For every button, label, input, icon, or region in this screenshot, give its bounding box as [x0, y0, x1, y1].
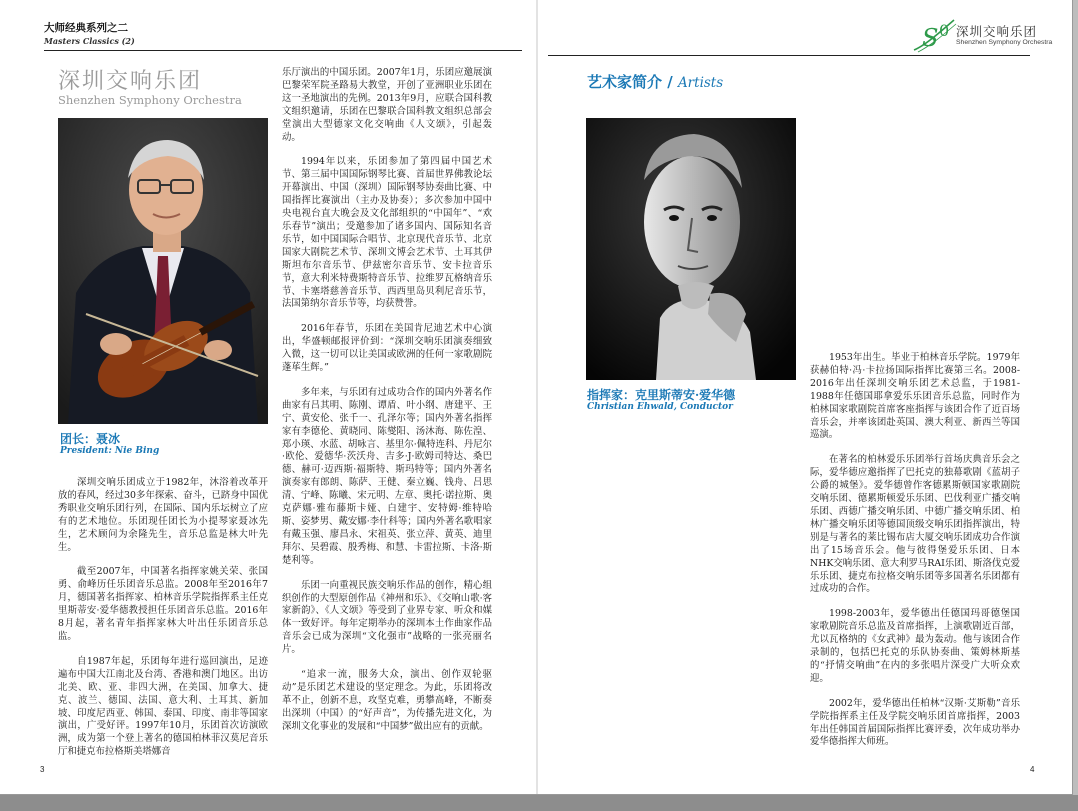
orchestra-title: 深圳交响乐团 [58, 69, 203, 94]
paragraph: 多年来，与乐团有过成功合作的国内外著名作曲家有吕其明、陈刚、谭盾、叶小纲、唐建平、王宁、黄安伦、张千一、孔泽尔等；国内外著名指挥家有李德伦、黄晓同、陈燮阳、汤沐海、陈佐湟、郑小瑛、水蓝、胡咏言、基里尔·佩特连科、丹尼尔·欧伦、爱德华·茨沃舟、吉多·J·欧姆司特达、桑巴德、赫可·迈西斯·福斯特、斯玛特等；国内外著名演奏家有郎朗、陈萨、王健、秦立巍、钱舟、吕思清、宁峰、陈曦、宋元明、左章、奥托·诺拉斯、奥克萨娜·雅布藤斯卡娅、白建宇、安特姆·维特哈斯、姿梦男、戴安娜·李什科等；国内外著名歌唱家有戴玉强、廖昌永、宋祖英、张立萍、黄英、迪里拜尔、吴碧霞、殷秀梅、和慧、卡雷拉斯、卡洛·斯楚利等。 [282, 386, 492, 566]
right-header-rule [548, 55, 1030, 56]
right-column [810, 352, 1020, 749]
svg-text:0: 0 [939, 21, 950, 40]
paragraph: 在著名的柏林爱乐乐团举行首场庆典音乐会之际，爱华德应邀指挥了巴托克的独幕歌剧《蓝胡子公爵的城堡》。爱华德曾作客德累斯顿国家歌剧院交响乐团、德累斯顿爱乐乐团、巴伐利亚广播交响乐团、西德广播交响乐团、中德广播交响乐团、柏林广播交响乐团等德国顶级交响乐团指挥演出，特别是与著名的莱比锡布店大厦交响乐团成功合作演出了15场音乐会。他与彼得堡爱乐乐团、日本NHK交响乐团、意大利罗马RAI乐团、斯洛伐克爱乐乐团、捷克布拉格交响乐团等多国著名乐团都有过成功的合作。 [810, 454, 1020, 595]
logo-text-cn: 深圳交响乐团 [956, 24, 1038, 39]
viewer-bottom-bar [0, 795, 1078, 811]
paragraph: 自1987年起，乐团每年进行巡回演出，足迹遍布中国大江南北及台湾、香港和澳门地区。出访北美、欧、亚、非四大洲，在美国、加拿大、捷克、波兰、德国、法国、意大利、土耳其、新加坡、印度尼西亚、韩国、泰国、印度、南非等国家演出，广受好评。1997年10月，乐团首次访演欧洲，成为第一个登上著名的德国柏林菲汉莫尼音乐厅和捷克布拉格斯美塔娜音 [58, 655, 268, 758]
paragraph: 1998-2003年，爱华德出任德国玛哥德堡国家歌剧院音乐总监及首席指挥，上演歌剧近百部，尤以瓦格纳的《女武神》最为轰动。他与该团合作录制的，包括巴托克的乐队协奏曲、策姆林斯基的“抒情交响曲”在内的多张唱片深受广大听众欢迎。 [810, 608, 1020, 684]
left-column-2 [282, 67, 492, 734]
section-title-en: Artists [677, 75, 724, 91]
paragraph: 2002年，爱华德出任柏林“汉斯·艾斯勒”音乐学院指挥系主任及学院交响乐团首席指挥，2003年出任韩国首届国际指挥比赛评委，次年成功举办爱华德指挥大师班。 [810, 697, 1020, 748]
page-gutter [536, 0, 538, 794]
left-header-rule [44, 50, 522, 51]
conductor-photo [586, 118, 796, 380]
paragraph: 乐团一向重视民族交响乐作品的创作，精心组织创作的大型原创作品《神州和乐》、《交响山歌·客家新韵》、《人文颂》等受到了业界专家、听众和媒体一致好评。每年定期举办的深圳本土作曲家作品音乐会已成为深圳“文化强市”战略的一张亮丽名片。 [282, 579, 492, 656]
page-number-right: 4 [1030, 765, 1035, 774]
paragraph: 1994年以来，乐团参加了第四届中国艺术节、第三届中国国际钢琴比赛、首届世界佛教论坛开幕演出、中国（深圳）国际钢琴协奏曲比赛、中国指挥比赛演出（主办及协奏）；多次参加中国中央电视台直大晚会及文化部组织的“中国年”、“欢乐春节”演出；受邀参加了诸多国内、国际知名音乐节，如中国国际合唱节、北京现代音乐节、北京国家大剧院艺术节、深圳文博会艺术节、土耳其伊斯坦布尔音乐节、伊兹密尔音乐节、安卡拉音乐节，意大利米特费斯特音乐节、拉维罗瓦格纳音乐节、卡塞塔慈善音乐节、西西里岛贝利尼音乐节，法国第纳尔音乐节等，均获赞誉。 [282, 156, 492, 310]
page-number-left: 3 [40, 765, 45, 774]
orchestra-subtitle: Shenzhen Symphony Orchestra [58, 93, 242, 107]
section-title-cn: 艺术家简介 / [587, 73, 678, 91]
president-caption-en: President: Nie Bing [60, 446, 160, 456]
svg-text:S: S [922, 24, 939, 52]
conductor-caption-en: Christian Ehwald, Conductor [587, 402, 733, 412]
paragraph: 深圳交响乐团成立于1982年，沐浴着改革开放的春风，经过30多年探索、奋斗，已跻身中国优秀职业交响乐团行列，在国际、国内乐坛树立了应有的艺术地位。乐团现任团长为小提琴家聂冰先生，艺术顾问为余隆先生，音乐总监是林大叶先生。 [58, 477, 268, 553]
left-column-1 [58, 477, 268, 759]
paragraph: 乐厅演出的中国乐团。2007年1月，乐团应邀展演巴黎荣军院圣路易大教堂，开创了亚洲职业乐团在这一圣地演出的先例。2013年9月，应联合国科教文组织邀请，乐团在巴黎联合国科教文组织总部会堂演出大型德家文化交响曲《人文颂》，引起轰动。 [282, 67, 492, 143]
series-title: 大师经典系列之二 [44, 22, 128, 34]
logo-text-en: Shenzhen Symphony Orchestra [956, 39, 1053, 46]
paragraph: 截至2007年，中国著名指挥家姚关荣、张国勇、俞峰历任乐团音乐总监。2008年至2016年7月，德国著名指挥家、柏林音乐学院指挥系主任克里斯蒂安·爱华德教授担任乐团音乐总监。2016年8月起，著名青年指挥家林大叶出任乐团音乐总监。 [58, 566, 268, 642]
section-title [587, 71, 723, 92]
paragraph: 1953年出生。毕业于柏林音乐学院。1979年获赫伯特·冯·卡拉扬国际指挥比赛第三名。2008-2016年出任深圳交响乐团艺术总监，于1981-1988年任德国耶拿爱乐乐团音乐总监，同时作为柏林国家歌剧院首席客座指挥与该团合作了近百场音乐会，并率该团赴英国、澳大利亚、新西兰等国巡演。 [810, 352, 1020, 441]
conductor-caption: 指挥家：克里斯蒂安·爱华德 [587, 388, 736, 402]
president-caption: 团长：聂冰 [60, 432, 121, 446]
paragraph: 2016年春节，乐团在美国肯尼迪艺术中心演出，华盛顿邮报评价到：“深圳交响乐团演奏细致入微，这一切可以让美国或欧洲的任何一家歌剧院蓬荜生辉。” [282, 323, 492, 374]
paragraph: “追求一流，服务大众，演出、创作双轮驱动”是乐团艺术建设的坚定理念。为此，乐团将改革不止，创新不息，攻坚克难，勇攀高峰，不断奏出深圳（中国）的“好声音”，为传播先进文化，为深圳文化事业的发展和“中国梦”做出应有的贡献。 [282, 669, 492, 732]
president-photo [58, 118, 268, 424]
series-subtitle: Masters Classics (2) [44, 36, 135, 46]
